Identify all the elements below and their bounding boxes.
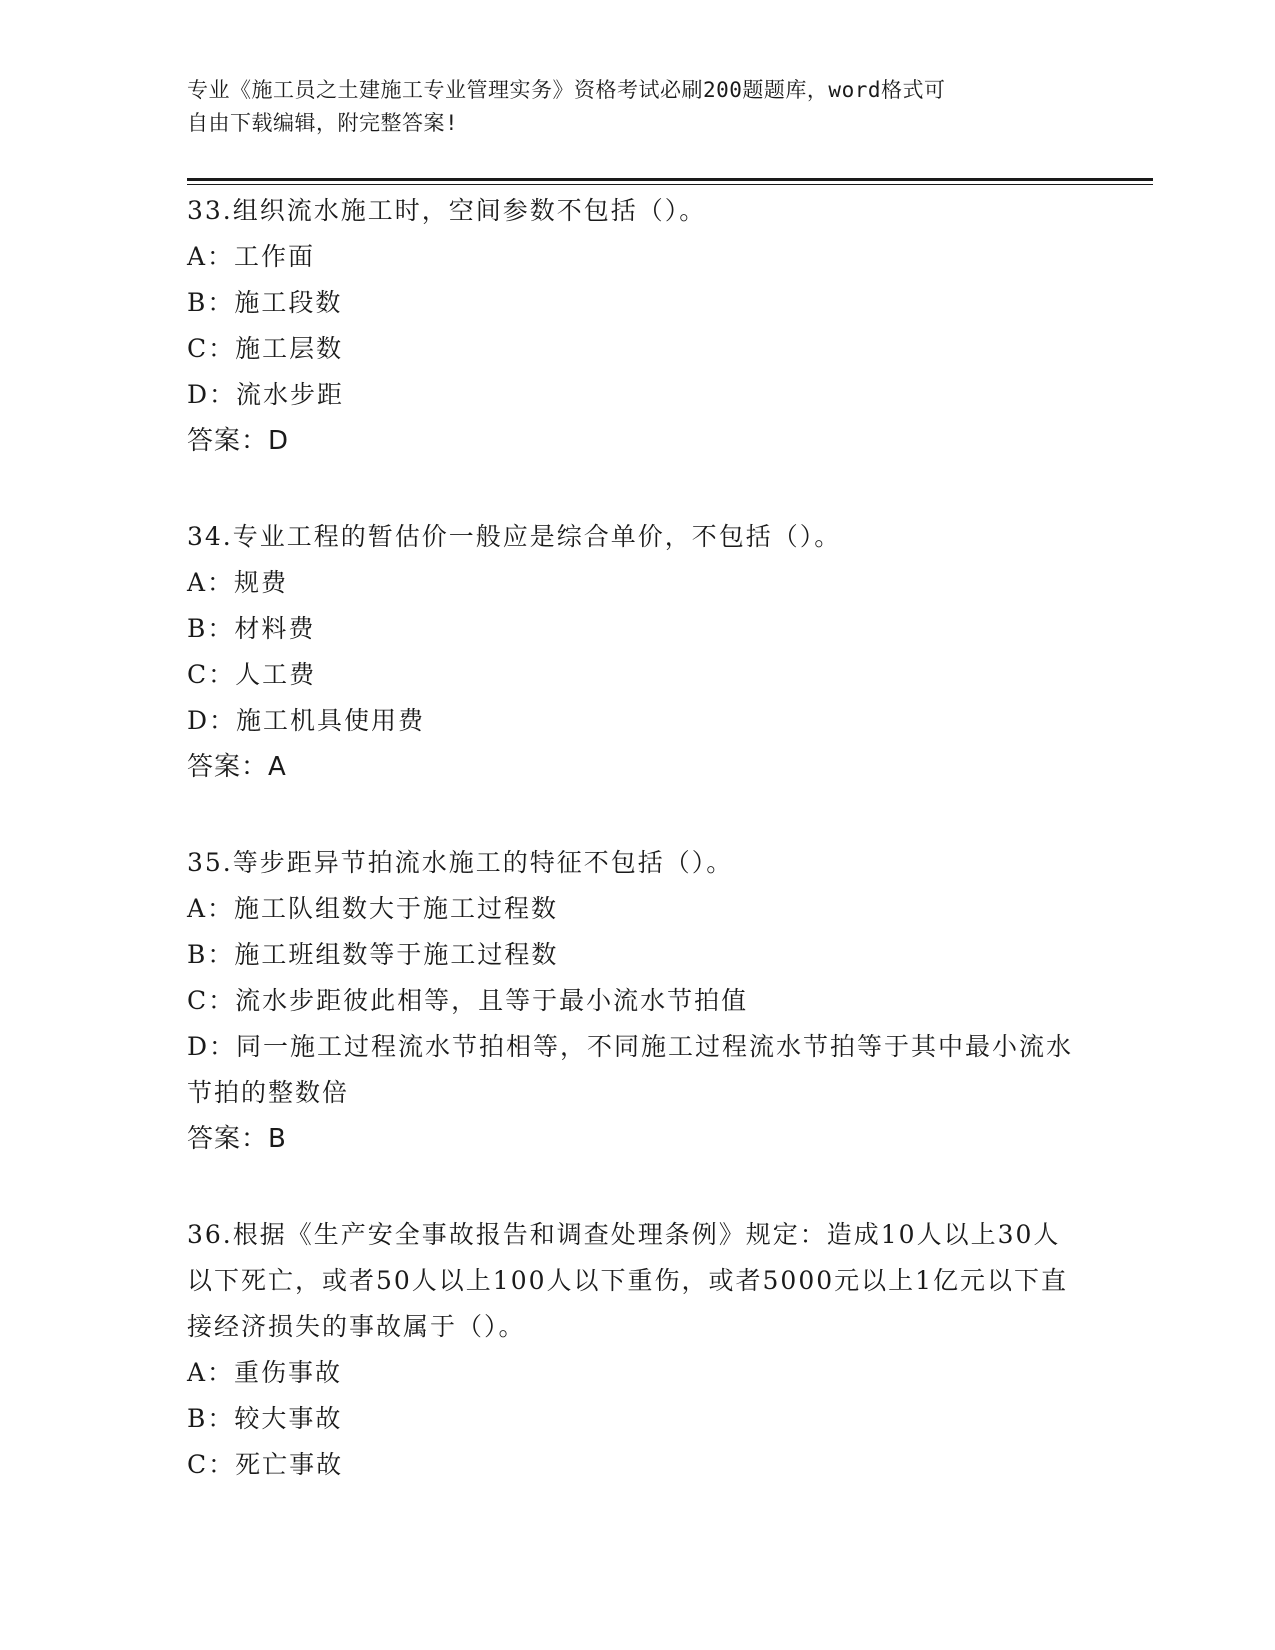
option-b: B：材料费 xyxy=(187,614,316,643)
option-c: C：施工层数 xyxy=(187,334,344,363)
question-33 xyxy=(187,188,1087,464)
answer-line: 答案：D xyxy=(187,426,290,456)
question-stem: 33.组织流水施工时，空间参数不包括（）。 xyxy=(187,196,707,225)
option-b: B：施工段数 xyxy=(187,288,343,317)
header-divider-thick xyxy=(187,178,1153,181)
header-divider-thin xyxy=(187,184,1153,185)
option-c: C：人工费 xyxy=(187,660,317,689)
question-stem: 34.专业工程的暂估价一般应是综合单价，不包括（）。 xyxy=(187,522,842,551)
option-b: B：施工班组数等于施工过程数 xyxy=(187,940,559,969)
option-a: A：工作面 xyxy=(187,242,316,271)
document-header xyxy=(187,74,1067,140)
header-line-1: 专业《施工员之土建施工专业管理实务》资格考试必刷200题题库，word格式可 xyxy=(187,78,946,102)
answer-line: 答案：A xyxy=(187,752,287,782)
option-a: A：重伤事故 xyxy=(187,1358,343,1387)
question-list xyxy=(187,188,1087,1488)
header-line-2: 自由下载编辑，附完整答案! xyxy=(187,111,459,135)
option-d: D：施工机具使用费 xyxy=(187,706,426,735)
question-35 xyxy=(187,840,1087,1162)
option-d: D：流水步距 xyxy=(187,380,345,409)
option-a: A：规费 xyxy=(187,568,289,597)
question-stem: 35.等步距异节拍流水施工的特征不包括（）。 xyxy=(187,848,734,877)
option-b: B：较大事故 xyxy=(187,1404,343,1433)
option-a: A：施工队组数大于施工过程数 xyxy=(187,894,559,923)
option-c: C：死亡事故 xyxy=(187,1450,344,1479)
answer-line: 答案：B xyxy=(187,1124,287,1154)
option-c: C：流水步距彼此相等，且等于最小流水节拍值 xyxy=(187,986,749,1015)
question-stem: 36.根据《生产安全事故报告和调查处理条例》规定：造成10人以上30人以下死亡，或者50人以上100人以下重伤，或者5000元以上1亿元以下直接经济损失的事故属于（）。 xyxy=(187,1220,1069,1341)
question-36 xyxy=(187,1212,1087,1488)
option-d: D：同一施工过程流水节拍相等，不同施工过程流水节拍等于其中最小流水节拍的整数倍 xyxy=(187,1032,1074,1107)
question-34 xyxy=(187,514,1087,790)
